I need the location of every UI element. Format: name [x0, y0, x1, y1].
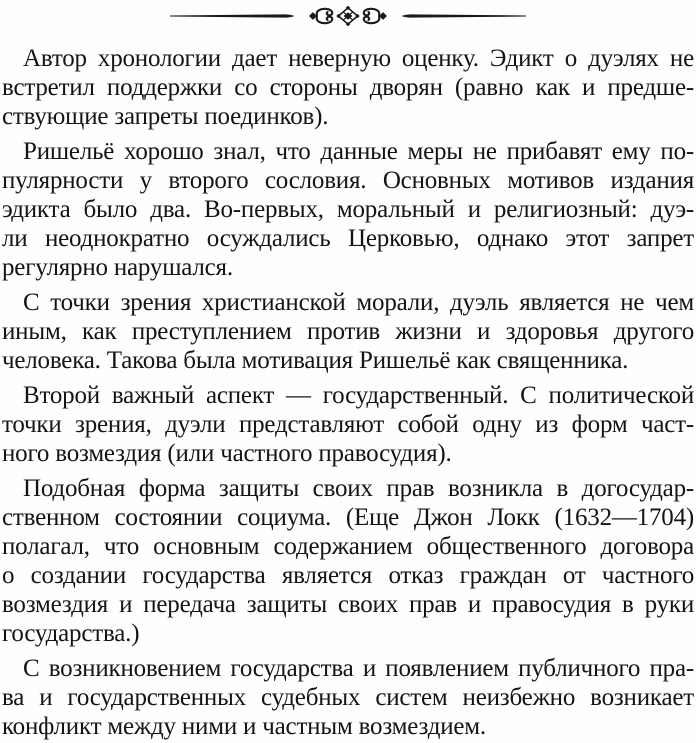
text-line: ственном состоянии социума. (Еще Джон Локк (1632—1704) — [2, 504, 694, 531]
text-line: точки зрения, дуэли представляют собой одну из форм част- — [2, 411, 694, 438]
paragraph — [2, 44, 694, 131]
text-line: пулярности у второго сословия. Основных мотивов издания — [2, 167, 694, 194]
text-line: конфликт между ними и частным возмездием. — [2, 713, 486, 740]
text-line: ва и государственных судебных систем неизбежно возникает — [2, 684, 694, 711]
text-line: регулярно нарушался. — [2, 254, 233, 281]
text-line: встретил поддержки со стороны дворян (равно как и предше- — [2, 74, 694, 101]
paragraph — [2, 381, 694, 468]
text-line: С возникновением государства и появлением публичного пра- — [23, 655, 694, 682]
text-line: С точки зрения христианской морали, дуэль является не чем — [23, 289, 694, 316]
paragraph — [2, 654, 694, 741]
paragraph — [2, 137, 694, 282]
text-line: Подобная форма защиты своих прав возникла в догосудар- — [23, 475, 694, 502]
text-content — [2, 44, 694, 741]
text-line: государства.) — [2, 620, 140, 647]
paragraph — [2, 288, 694, 375]
text-line: полагал, что основным содержанием общественного договора — [2, 533, 694, 560]
text-line: ли неоднократно осуждались Церковью, однако этот запрет — [2, 225, 694, 252]
text-line: ного возмездия (или частного правосудия). — [2, 440, 452, 467]
text-line: Автор хронологии дает неверную оценку. Эдикт о дуэлях не — [23, 45, 694, 72]
divider-ornament — [2, 6, 694, 26]
text-line: иным, как преступлением против жизни и здоровья другого — [2, 318, 694, 345]
text-line: о создании государства является отказ граждан от частного — [2, 562, 694, 589]
text-line: Второй важный аспект — государственный. С политической — [23, 382, 694, 409]
text-line: ствующие запреты поединков). — [2, 103, 329, 130]
text-line: Ришельё хорошо знал, что данные меры не прибавят ему по- — [23, 138, 694, 165]
text-line: возмездия и передача защиты своих прав и правосудия в руки — [2, 591, 694, 618]
divider-ornament-icon — [170, 6, 526, 26]
text-line: человека. Такова была мотивация Ришельё как священника. — [2, 347, 629, 374]
lattice-diamond-icon — [336, 6, 359, 26]
text-line: эдикта было два. Во-первых, моральный и религиозный: дуэ- — [2, 196, 694, 223]
paragraph — [2, 474, 694, 648]
